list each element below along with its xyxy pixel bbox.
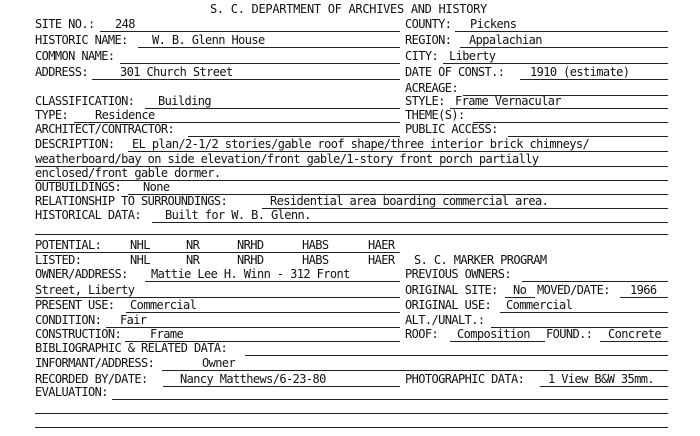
present-use-rule [126, 312, 400, 313]
original-site-value: No [513, 283, 527, 297]
classification-value: Building [158, 94, 211, 108]
classification-rule [145, 108, 400, 109]
listed-code: NRHD [237, 253, 264, 267]
biblio-rule [245, 355, 668, 356]
listed-code: HABS [302, 253, 329, 267]
potential-code: HABS [302, 238, 329, 252]
outbuildings-value: None [143, 180, 170, 194]
roof-rule [450, 341, 545, 342]
photo-rule [540, 386, 668, 387]
potential-code: NRHD [237, 238, 264, 252]
previous-owners-rule [522, 281, 668, 282]
type-value: Residence [95, 108, 155, 122]
region-value: Appalachian [469, 33, 542, 47]
public-access-label: PUBLIC ACCESS: [405, 122, 498, 136]
style-label: STYLE: [405, 94, 445, 108]
architect-label: ARCHITECT/CONTRACTOR: [35, 122, 175, 136]
photo-value: 1 View B&W 35mm. [548, 372, 654, 386]
description-line: weatherboard/bay on side elevation/front gable/1-story front porch partially [35, 152, 539, 166]
found-label: FOUND.: [546, 327, 593, 341]
style-rule [450, 108, 668, 109]
found-value: Concrete [608, 327, 661, 341]
style-value: Frame Vernacular [455, 94, 561, 108]
marker-program: S. C. MARKER PROGRAM [414, 253, 547, 267]
historical-value: Built for W. B. Glenn. [165, 208, 311, 222]
present-use-value: Commercial [130, 298, 197, 312]
site-no-value: 248 [115, 17, 135, 31]
recorded-value: Nancy Matthews/6-23-80 [180, 372, 326, 386]
potential-label: POTENTIAL: [35, 238, 102, 252]
owner-label: OWNER/ADDRESS: [35, 267, 128, 281]
present-use-label: PRESENT USE: [35, 298, 115, 312]
evaluation-rule [112, 399, 668, 400]
potential-rule [35, 252, 400, 253]
photo-label: PHOTOGRAPHIC DATA: [405, 372, 525, 386]
historical-label: HISTORICAL DATA: [35, 208, 141, 222]
description-line: enclosed/front gable dormer. [35, 166, 221, 180]
themes-rule [473, 122, 668, 123]
condition-value: Fair [120, 313, 147, 327]
original-site-label: ORIGINAL SITE: [405, 283, 498, 297]
form-title: S. C. DEPARTMENT OF ARCHIVES AND HISTORY [210, 2, 487, 16]
owner-value-line2: Street, Liberty [35, 283, 135, 297]
listed-label: LISTED: [35, 253, 82, 267]
region-rule [460, 47, 668, 48]
description-line: EL plan/2-1/2 stories/gable roof shape/three interior brick chimneys/ [132, 137, 590, 151]
condition-label: CONDITION: [35, 313, 102, 327]
potential-code: HAER [368, 238, 395, 252]
alt-label: ALT./UNALT.: [405, 313, 485, 327]
description-rule [35, 180, 668, 181]
potential-code: NR [186, 238, 200, 252]
county-rule [455, 31, 668, 32]
construction-value: Frame [150, 327, 184, 341]
county-value: Pickens [470, 17, 517, 31]
evaluation-rule [35, 413, 668, 414]
classification-label: CLASSIFICATION: [35, 94, 135, 108]
listed-code: HAER [368, 253, 395, 267]
potential-code: NHL [130, 238, 150, 252]
section-divider [35, 234, 668, 235]
historical-rule [152, 222, 668, 223]
site-no-rule [100, 31, 400, 32]
region-label: REGION: [405, 33, 452, 47]
themes-label: THEME(S): [405, 108, 465, 122]
roof-value: Composition [457, 327, 530, 341]
owner-rule [145, 281, 400, 282]
listed-code: NHL [130, 253, 150, 267]
original-use-rule [500, 312, 668, 313]
informant-value: Owner [202, 356, 236, 370]
found-rule [600, 341, 668, 342]
historic-name-label: HISTORIC NAME: [35, 33, 128, 47]
listed-code: NR [186, 253, 200, 267]
roof-label: ROOF: [405, 327, 439, 341]
historic-name-rule [138, 47, 400, 48]
site-no-label: SITE NO.: [35, 17, 95, 31]
recorded-label: RECORDED BY/DATE: [35, 372, 148, 386]
address-value: 301 Church Street [120, 65, 233, 79]
moved-value: 1966 [630, 283, 657, 297]
county-label: COUNTY: [405, 17, 452, 31]
moved-label: MOVED/DATE: [537, 283, 610, 297]
original-use-label: ORIGINAL USE: [405, 298, 492, 312]
relationship-value: Residential area boarding commercial area. [270, 194, 549, 208]
address-label: ADDRESS: [35, 65, 88, 79]
date-label: DATE OF CONST.: [405, 65, 505, 79]
recorded-rule [163, 386, 400, 387]
city-label: CITY: [405, 49, 439, 63]
address-rule [92, 79, 400, 80]
outbuildings-label: OUTBUILDINGS: [35, 180, 122, 194]
description-label: DESCRIPTION: [35, 137, 115, 151]
acreage-label: ACREAGE: [405, 81, 458, 95]
date-rule [520, 79, 668, 80]
informant-label: INFORMANT/ADDRESS: [35, 356, 155, 370]
biblio-label: BIBLIOGRAPHIC & RELATED DATA: [35, 341, 228, 355]
owner-value: Mattie Lee H. Winn - 312 Front [151, 267, 350, 281]
common-name-label: COMMON NAME: [35, 49, 115, 63]
common-name-rule [120, 63, 400, 64]
evaluation-rule [35, 427, 668, 428]
construction-label: CONSTRUCTION: [35, 327, 122, 341]
historic-name-value: W. B. Glenn House [152, 33, 265, 47]
relationship-rule [262, 208, 668, 209]
previous-owners-label: PREVIOUS OWNERS: [405, 267, 511, 281]
city-rule [443, 63, 668, 64]
relationship-label: RELATIONSHIP TO SURROUNDINGS: [35, 194, 228, 208]
date-value: 1910 (estimate) [530, 65, 630, 79]
moved-rule [620, 297, 668, 298]
city-value: Liberty [449, 49, 496, 63]
informant-rule [162, 370, 668, 371]
evaluation-label: EVALUATION: [35, 385, 108, 399]
type-label: TYPE: [35, 108, 69, 122]
original-use-value: Commercial [506, 298, 573, 312]
